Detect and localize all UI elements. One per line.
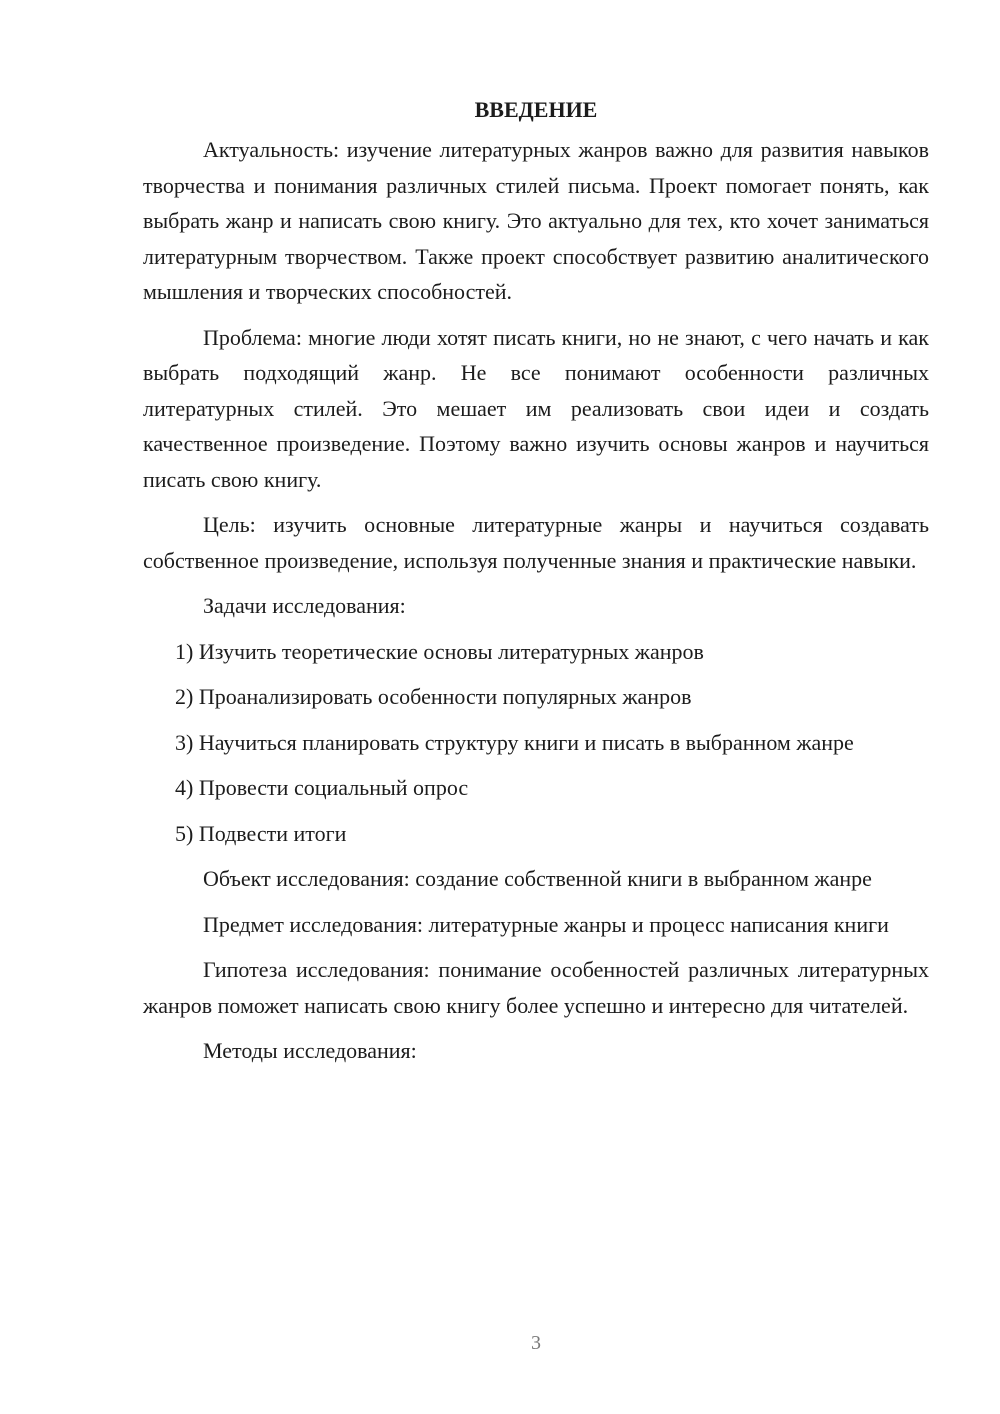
task-item: 5) Подвести итоги xyxy=(175,820,347,846)
relevance-paragraph: Актуальность: изучение литературных жанров важно для развития навыков творчества и понимания различных стилей письма. Проект помогает понять, как выбрать жанр и написать свою книгу. Это актуально для тех, кто хочет заниматься литературным творчеством. Также проект способствует развитию аналитического мышления и творческих способностей. xyxy=(143,137,929,304)
methods-heading: Методы исследования: xyxy=(203,1038,417,1063)
document-page xyxy=(143,92,929,1079)
tasks-heading: Задачи исследования: xyxy=(203,593,406,618)
goal-paragraph: Цель: изучить основные литературные жанры и научиться создавать собственное произведение, используя полученные знания и практические навыки. xyxy=(143,512,929,573)
page-number: 3 xyxy=(531,1332,541,1354)
problem-paragraph: Проблема: многие люди хотят писать книги, но не знают, с чего начать и как выбрать подходящий жанр. Не все понимают особенности различных литературных стилей. Это мешает им реализовать свои идеи и создать качественное произведение. Поэтому важно изучить основы жанров и научиться писать свою книгу. xyxy=(143,324,929,492)
task-item: 4) Провести социальный опрос xyxy=(175,775,469,800)
subject-paragraph: Предмет исследования: литературные жанры и процесс написания книги xyxy=(203,911,889,937)
task-item: 3) Научиться планировать структуру книги и писать в выбранном жанре xyxy=(175,729,854,755)
object-paragraph: Объект исследования: создание собственной книги в выбранном жанре xyxy=(203,866,872,891)
hypothesis-paragraph: Гипотеза исследования: понимание особенностей различных литературных жанров поможет написать свою книгу более успешно и интересно для читателей. xyxy=(143,957,929,1018)
section-title: ВВЕДЕНИЕ xyxy=(474,97,598,122)
task-item: 2) Проанализировать особенности популярных жанров xyxy=(175,684,692,709)
task-item: 1) Изучить теоретические основы литературных жанров xyxy=(175,638,704,664)
